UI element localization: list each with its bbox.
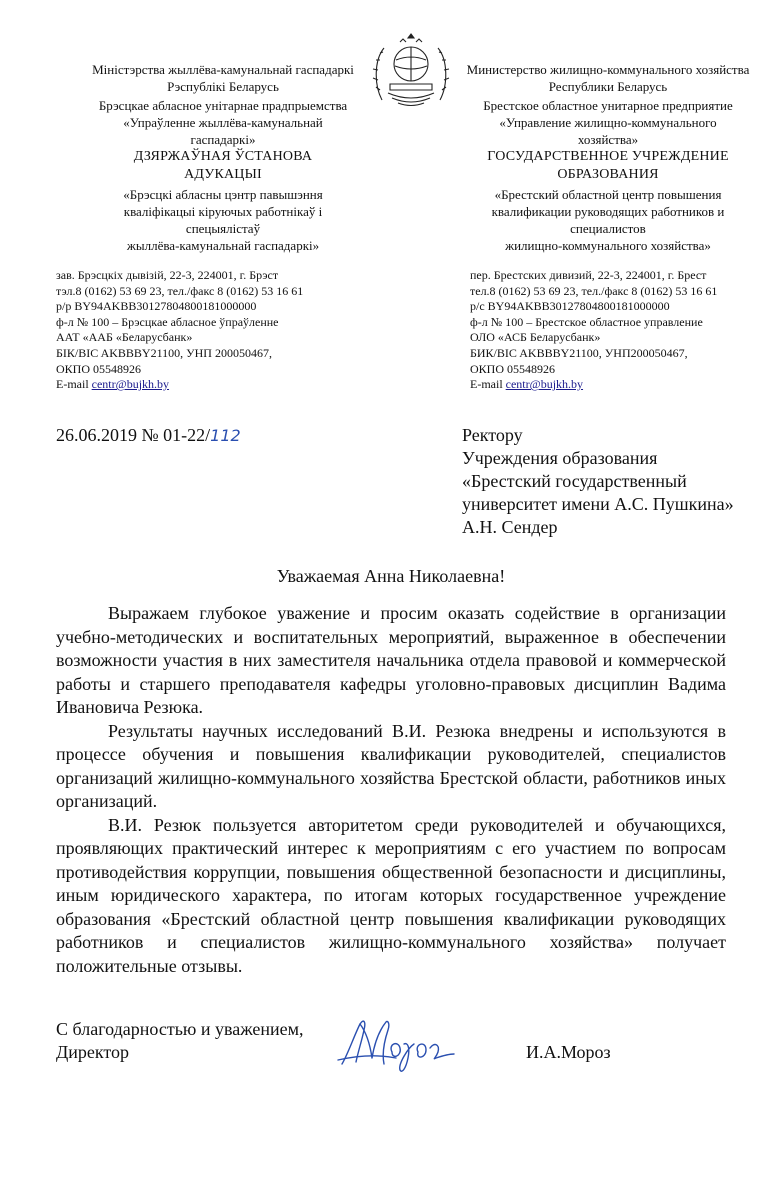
addressee-org-1: Учреждения образования bbox=[462, 448, 658, 468]
account-ru: р/с BY94AKBB30127804800181000000 bbox=[470, 299, 670, 314]
republic-by: Рэспублікі Беларусь bbox=[167, 79, 279, 94]
requisites-right bbox=[470, 268, 717, 393]
okpo-ru: ОКПО 05548926 bbox=[470, 361, 556, 376]
center-ru-2: квалификации руководящих работников и bbox=[491, 204, 725, 219]
ministry-by: Міністэрства жыллёва-камунальнай гаспадаркі bbox=[92, 62, 354, 77]
email-link-by[interactable]: centr@bujkh.by bbox=[91, 377, 170, 392]
center-ru-4: жилищно-коммунального хозяйства» bbox=[505, 238, 711, 253]
addressee-name: А.Н. Сендер bbox=[462, 517, 558, 537]
email-label-by: E-mail bbox=[56, 377, 92, 392]
paragraph-1: Выражаем глубокое уважение и просим оказать содействие в организации учебно-методических и воспитательных мероприятий, выраженное в обеспечении возможности участия в них заместителя начальника отдела правовой и коммерческой работы и старшего преподавателя кафедры уголовно-правовых дисциплин Вадима Ивановича Резюка. bbox=[56, 603, 726, 717]
ministry-ru: Министерство жилищно-коммунального хозяйства bbox=[466, 62, 750, 77]
addressee-position: Ректору bbox=[462, 425, 523, 445]
center-ru-1: «Брестский областной центр повышения bbox=[494, 187, 722, 202]
bic-by: БІК/BIC AKBBBY21100, УНП 200050467, bbox=[56, 345, 272, 360]
branch-by: ф-л № 100 – Брэсцкае абласное ўпраўленне bbox=[56, 314, 279, 329]
handwritten-number: 112 bbox=[210, 426, 241, 445]
date-number-text: 26.06.2019 № 01-22/ bbox=[56, 425, 211, 445]
center-by-2: кваліфікацыі кіруючых работнікаў і bbox=[123, 204, 323, 219]
addressee-org-3: университет имени А.С. Пушкина» bbox=[462, 494, 734, 514]
enterprise-by-2: «Упраўленне жыллёва-камунальнай bbox=[123, 115, 323, 130]
header-left bbox=[40, 61, 406, 254]
greeting: Уважаемая Анна Николаевна! bbox=[276, 566, 506, 586]
bic-ru: БИК/BIC AKBBBY21100, УНП200050467, bbox=[470, 345, 688, 360]
institution-ru-1: ГОСУДАРСТВЕННОЕ УЧРЕЖДЕНИЕ bbox=[487, 149, 729, 164]
center-ru-3: специалистов bbox=[570, 221, 646, 236]
phones-by: тэл.8 (0162) 53 69 23, тел./факс 8 (0162) 53 16 61 bbox=[56, 283, 304, 298]
center-by-4: жыллёва-камунальнай гаспадаркі» bbox=[126, 238, 320, 253]
address-ru: пер. Брестских дивизий, 22-3, 224001, г. Брест bbox=[470, 268, 707, 282]
addressee-block bbox=[462, 424, 734, 539]
letter-body bbox=[56, 602, 726, 978]
phones-ru: тел.8 (0162) 53 69 23, тел./факс 8 (0162) 53 16 61 bbox=[470, 283, 718, 298]
addressee-org-2: «Брестский государственный bbox=[462, 471, 687, 491]
signatory-name: И.А.Мороз bbox=[526, 1042, 611, 1062]
account-by: р/р BY94AKBB30127804800181000000 bbox=[56, 299, 257, 314]
enterprise-ru-3: хозяйства» bbox=[577, 132, 639, 147]
center-by-1: «Брэсцкі абласны цэнтр павышэння bbox=[123, 187, 323, 202]
email-label-ru: E-mail bbox=[470, 377, 506, 392]
email-link-ru[interactable]: centr@bujkh.by bbox=[505, 377, 584, 392]
republic-ru: Республики Беларусь bbox=[548, 79, 668, 94]
enterprise-ru-1: Брестское областное унитарное предприятие bbox=[483, 98, 733, 113]
closing-block bbox=[56, 1018, 304, 1064]
center-by-3: спецыялістаў bbox=[185, 221, 261, 236]
bank-ru: ОЛО «АСБ Беларусбанк» bbox=[470, 330, 601, 345]
paragraph-2: Результаты научных исследований В.И. Резюка внедрены и используются в процессе обучения и повышения квалификации руководителей, специалистов организаций жилищно-коммунального хозяйства Брестской области, работников иных организаций. bbox=[56, 720, 726, 811]
bank-by: ААТ «ААБ «Беларусбанк» bbox=[56, 330, 193, 345]
branch-ru: ф-л № 100 – Брестское областное управление bbox=[470, 314, 703, 329]
document-date-number bbox=[56, 424, 241, 447]
paragraph-3: В.И. Резюк пользуется авторитетом среди руководителей и обучающихся, проявляющих практический интерес к мероприятиям с его участием по вопросам противодействия коррупции, повышения общественной безопасности и дисциплины, иным юридического характера, по итогам которых государственное учреждение образования «Брестский областной центр повышения квалификации руководящих работников и специалистов жилищно-коммунального хозяйства» получает положительные отзывы. bbox=[56, 814, 726, 976]
institution-by-1: ДЗЯРЖАЎНАЯ ЎСТАНОВА bbox=[133, 149, 313, 164]
enterprise-by-3: гаспадаркі» bbox=[190, 132, 256, 147]
signature-image bbox=[336, 1014, 460, 1076]
requisites-left bbox=[56, 268, 303, 393]
institution-ru-2: ОБРАЗОВАНИЯ bbox=[557, 167, 659, 182]
enterprise-ru-2: «Управление жилищно-коммунального bbox=[499, 115, 717, 130]
closing-phrase: С благодарностью и уважением, bbox=[56, 1019, 304, 1039]
okpo-by: ОКПО 05548926 bbox=[56, 361, 142, 376]
email-row-ru bbox=[470, 377, 717, 393]
institution-by-2: АДУКАЦЫІ bbox=[184, 167, 262, 182]
enterprise-by-1: Брэсцкае абласное унітарнае прадпрыемства bbox=[98, 98, 348, 113]
email-row-by bbox=[56, 377, 303, 393]
address-by: зав. Брэсцкіх дывізій, 22-3, 224001, г. Брэст bbox=[56, 268, 279, 282]
header-right bbox=[432, 61, 782, 254]
closing-position: Директор bbox=[56, 1042, 130, 1062]
